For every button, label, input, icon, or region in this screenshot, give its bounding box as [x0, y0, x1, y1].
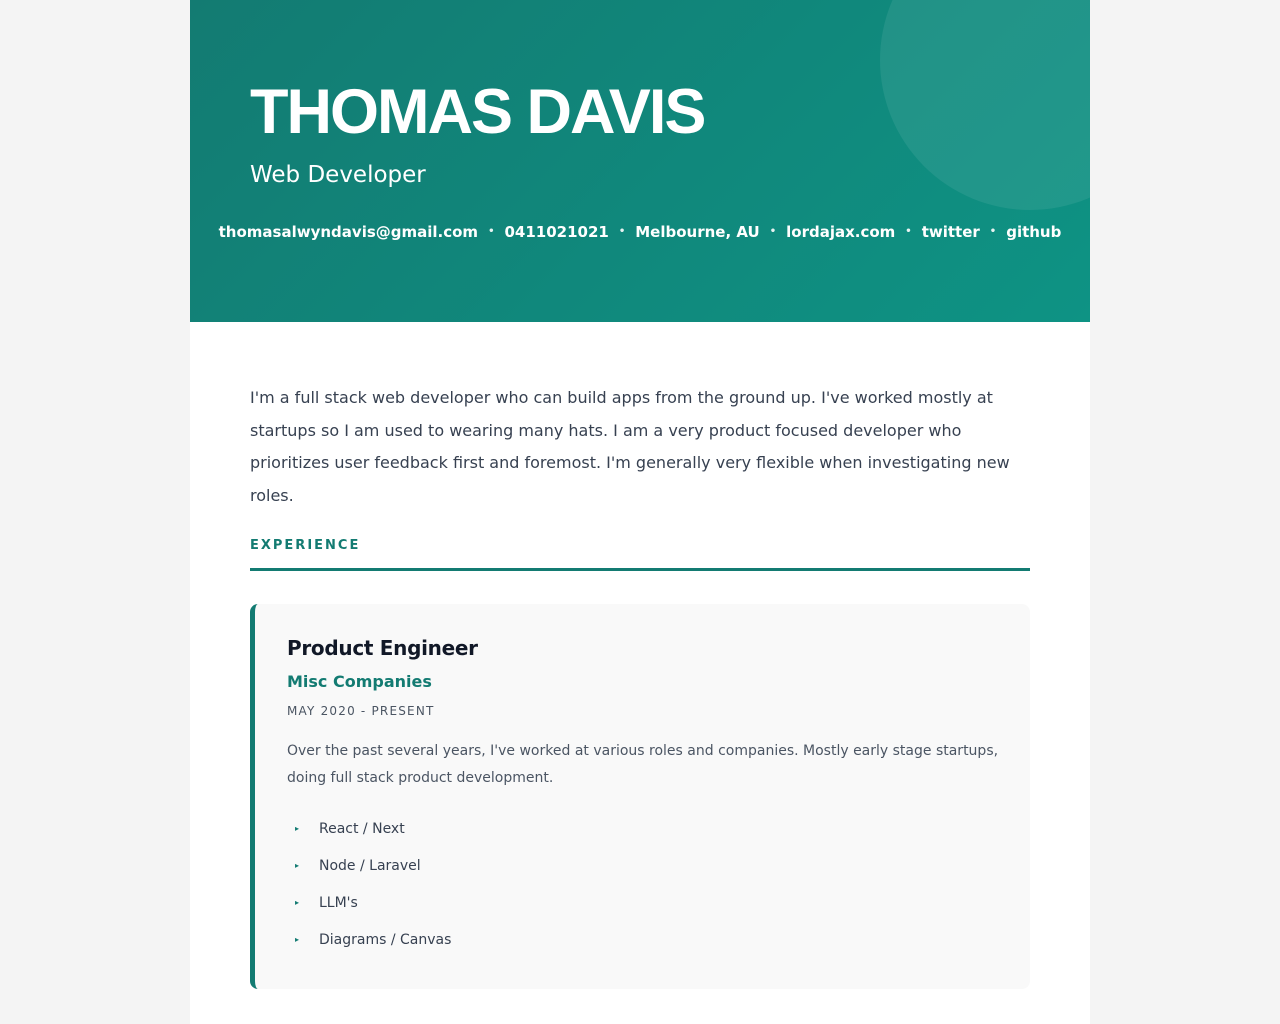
skill-label: Diagrams / Canvas	[319, 931, 452, 948]
dot-icon: •	[618, 226, 626, 237]
company-name: Misc Companies	[287, 672, 432, 691]
list-item	[287, 810, 451, 847]
dot-icon: •	[905, 226, 912, 237]
location-text: Melbourne, AU	[635, 223, 760, 241]
contact-bar	[218, 220, 1062, 244]
section-divider	[250, 568, 1030, 571]
triangle-right-icon: ▸	[295, 824, 300, 833]
skill-label: Node / Laravel	[319, 857, 421, 874]
list-item	[287, 921, 451, 958]
resume-page	[190, 0, 1090, 1024]
skill-label: LLM's	[319, 894, 358, 911]
job-dates: MAY 2020 - PRESENT	[287, 704, 435, 718]
email-link[interactable]: thomasalwyndavis@gmail.com	[218, 223, 479, 241]
experience-card	[250, 604, 1030, 989]
triangle-right-icon: ▸	[295, 935, 300, 944]
list-item	[287, 884, 451, 921]
dot-icon: •	[488, 226, 495, 237]
list-item	[287, 847, 451, 884]
job-title: Product Engineer	[287, 636, 478, 660]
twitter-link[interactable]: twitter	[921, 223, 980, 241]
person-name: THOMAS DAVIS	[250, 77, 705, 147]
triangle-right-icon: ▸	[295, 898, 300, 907]
skill-label: React / Next	[319, 820, 405, 837]
triangle-right-icon: ▸	[295, 861, 300, 870]
dot-icon: •	[769, 226, 777, 237]
skills-list	[287, 810, 451, 958]
profile-summary: I'm a full stack web developer who can build apps from the ground up. I've worked mostly at startups so I am used to wearing many hats. I am a very product focused developer who prioritizes user feedback first and foremost. I'm generally very flexible when investigating new roles.	[250, 388, 1010, 505]
resume-header	[190, 0, 1090, 322]
dot-icon: •	[989, 226, 997, 237]
person-role: Web Developer	[250, 162, 426, 188]
github-link[interactable]: github	[1006, 223, 1062, 241]
decorative-circle	[880, 0, 1090, 210]
phone-link[interactable]: 0411021021	[504, 223, 609, 241]
website-link[interactable]: lordajax.com	[786, 223, 896, 241]
job-description: Over the past several years, I've worked at various roles and companies. Mostly early stage startups, doing full stack product development.	[287, 743, 999, 786]
experience-section-title: EXPERIENCE	[250, 538, 361, 553]
